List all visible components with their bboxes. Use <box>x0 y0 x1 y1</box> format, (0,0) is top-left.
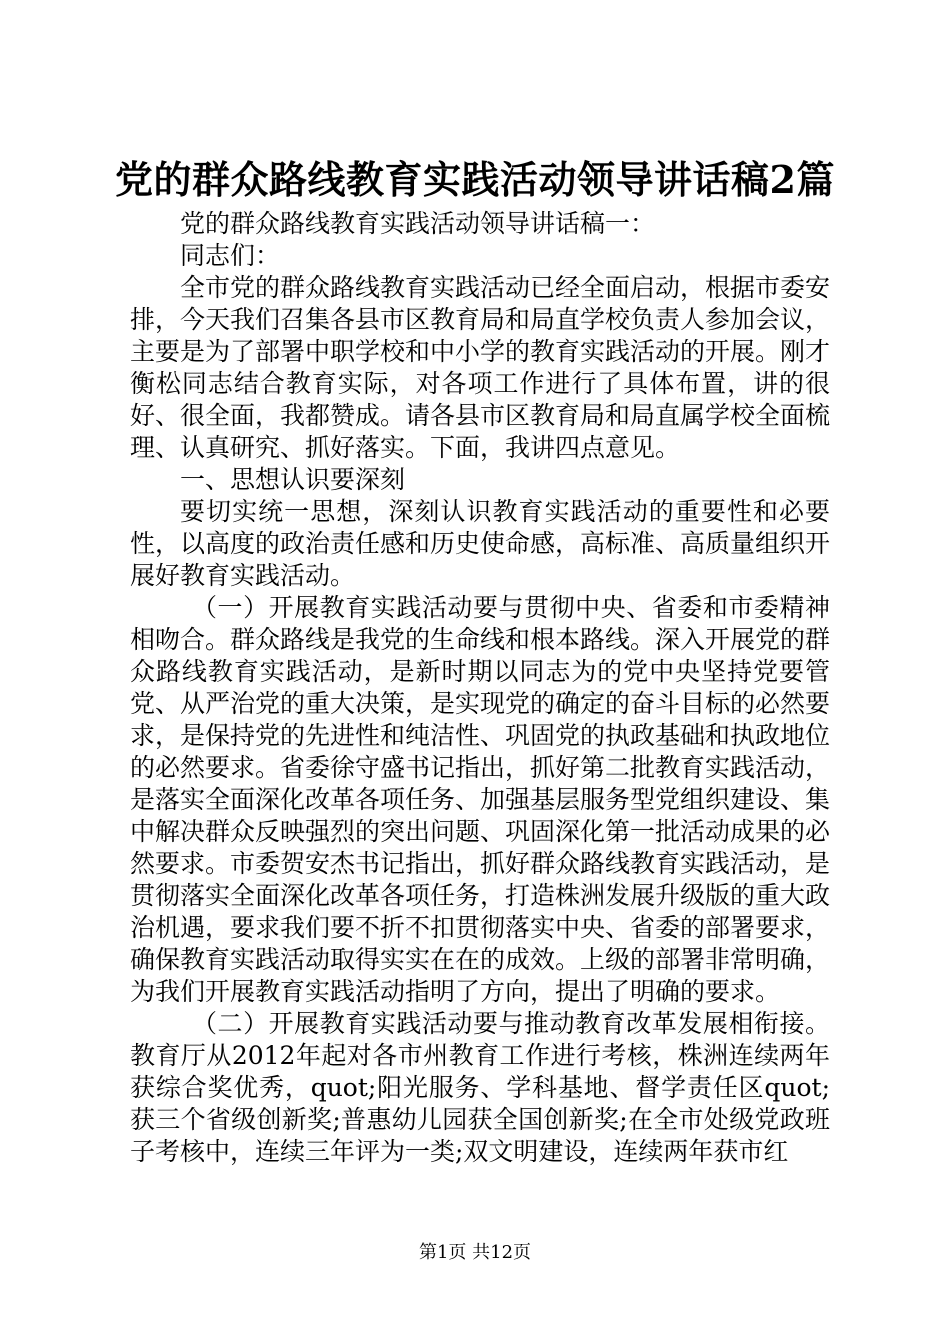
section-1-paragraph: 要切实统一思想，深刻认识教育实践活动的重要性和必要性，以高度的政治责任感和历史使命感，高标准、高质量组织开展好教育实践活动。 <box>130 497 831 590</box>
subsection-1-paragraph: （一）开展教育实践活动要与贯彻中央、省委和市委精神相吻合。群众路线是我党的生命线和根本路线。深入开展党的群众路线教育实践活动，是新时期以同志为的党中央坚持党要管党、从严治党的重大决策，是实现党的确定的奋斗目标的必然要求，是保持党的先进性和纯洁性、巩固党的执政基础和执政地位的必然要求。省委徐守盛书记指出，抓好第二批教育实践活动，是落实全面深化改革各项任务、加强基层服务型党组织建设、集中解决群众反映强烈的突出问题、巩固深化第一批活动成果的必然要求。市委贺安杰书记指出，抓好群众路线教育实践活动，是贯彻落实全面深化改革各项任务，打造株洲发展升级版的重大政治机遇，要求我们要不折不扣贯彻落实中央、省委的部署要求，确保教育实践活动取得实实在在的成效。上级的部署非常明确，为我们开展教育实践活动指明了方向，提出了明确的要求。 <box>130 593 831 1006</box>
section-heading-1: 一、思想认识要深刻 <box>180 465 406 494</box>
document-body <box>130 208 830 1168</box>
document-title: 党的群众路线教育实践活动领导讲话稿2篇 <box>115 157 835 202</box>
speech-heading: 党的群众路线教育实践活动领导讲话稿一： <box>180 209 656 238</box>
subsection-2-paragraph: （二）开展教育实践活动要与推动教育改革发展相衔接。教育厅从2012年起对各市州教育工作进行考核，株洲连续两年获综合奖优秀，quot;阳光服务、学科基地、督学责任区quot;获三个省级创新奖;普惠幼儿园获全国创新奖;在全市处级党政班子考核中，连续三年评为一类;双文明建设，连续两年获市红 <box>130 1009 830 1166</box>
page-number-footer: 第1页 共12页 <box>418 1242 532 1263</box>
salutation: 同志们： <box>180 241 281 270</box>
intro-paragraph: 全市党的群众路线教育实践活动已经全面启动，根据市委安排，今天我们召集各县市区教育局和局直学校负责人参加会议，主要是为了部署中职学校和中小学的教育实践活动的开展。刚才衡松同志结合教育实际，对各项工作进行了具体布置，讲的很好、很全面，我都赞成。请各县市区教育局和局直属学校全面梳理、认真研究、抓好落实。下面，我讲四点意见。 <box>130 273 831 462</box>
